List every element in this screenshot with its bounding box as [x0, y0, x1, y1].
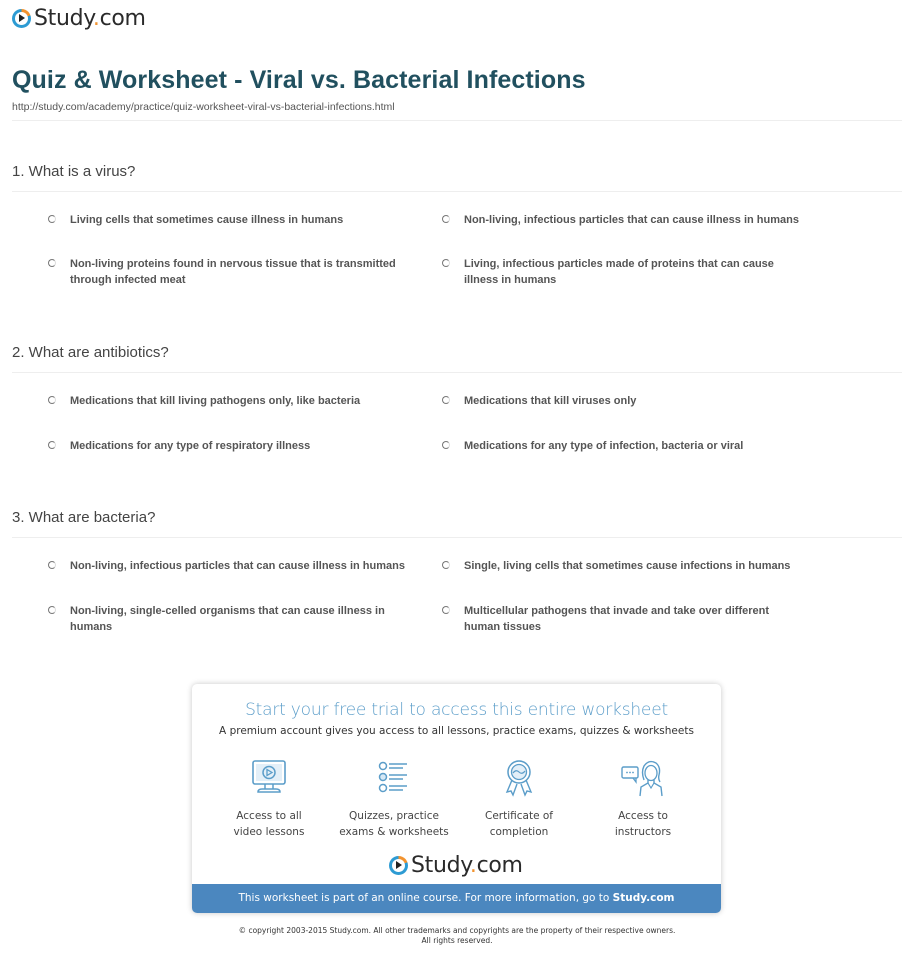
quiz-list-icon: [374, 758, 414, 798]
feature-video-lessons: [207, 758, 331, 840]
video-monitor-icon: [249, 758, 289, 798]
certificate-ribbon-icon: [499, 758, 539, 798]
answer-option[interactable]: [48, 438, 428, 454]
radio-button-icon[interactable]: [48, 259, 56, 267]
feature-label: Quizzes, practice exams & worksheets: [339, 810, 449, 838]
radio-button-icon[interactable]: [48, 606, 56, 614]
free-trial-promo: [192, 684, 721, 913]
promo-title[interactable]: Start your free trial to access this entire worksheet: [245, 700, 668, 720]
feature-label: Access to all video lessons: [233, 810, 305, 838]
answer-option[interactable]: [48, 558, 428, 574]
radio-button-icon[interactable]: [442, 606, 450, 614]
radio-button-icon[interactable]: [442, 561, 450, 569]
answer-text: Medications for any type of respiratory illness: [70, 440, 311, 452]
answer-text: Medications for any type of infection, bacteria or viral: [464, 440, 744, 452]
radio-button-icon[interactable]: [442, 215, 450, 223]
play-logo-icon: [12, 9, 31, 28]
question-title: 3. What are bacteria?: [12, 509, 156, 526]
answer-option[interactable]: [442, 438, 822, 454]
answer-option[interactable]: [442, 212, 822, 228]
radio-button-icon[interactable]: [442, 441, 450, 449]
feature-label: Access to instructors: [614, 810, 672, 838]
answer-text: Non-living proteins found in nervous tissue that is transmitted through infected meat: [70, 258, 396, 286]
radio-button-icon[interactable]: [48, 441, 56, 449]
question-3: [12, 509, 902, 633]
copyright-notice: [0, 926, 914, 946]
play-logo-icon: [389, 856, 408, 875]
answer-text: Living, infectious particles made of proteins that can cause illness in humans: [464, 258, 774, 286]
feature-certificate: [457, 758, 581, 840]
answer-option[interactable]: [442, 603, 822, 635]
answer-text: Living cells that sometimes cause illness in humans: [70, 214, 344, 226]
answer-text: Non-living, infectious particles that can cause illness in humans: [70, 560, 405, 572]
question-divider: [12, 191, 902, 192]
radio-button-icon[interactable]: [48, 215, 56, 223]
answer-option[interactable]: [442, 558, 822, 574]
answer-option[interactable]: [48, 603, 428, 635]
feature-quizzes: [332, 758, 456, 840]
question-title: 2. What are antibiotics?: [12, 344, 169, 361]
study-com-link[interactable]: Study.com: [612, 892, 675, 904]
answer-text: Medications that kill viruses only: [464, 395, 637, 407]
radio-button-icon[interactable]: [48, 561, 56, 569]
answer-option[interactable]: [442, 256, 822, 288]
study-com-logo[interactable]: [12, 6, 146, 31]
answer-option[interactable]: [442, 393, 822, 409]
answer-option[interactable]: [48, 393, 428, 409]
feature-label: Certificate of completion: [485, 810, 553, 838]
answer-text: Non-living, single-celled organisms that can cause illness in humans: [70, 605, 385, 633]
logo-wordmark: Study.com: [34, 6, 146, 31]
page-url: http://study.com/academy/practice/quiz-worksheet-viral-vs-bacterial-infections.html: [12, 101, 395, 113]
question-title: 1. What is a virus?: [12, 163, 136, 180]
promo-footer-bar: [192, 884, 721, 913]
answer-text: Medications that kill living pathogens only, like bacteria: [70, 395, 361, 407]
answer-option[interactable]: [48, 212, 428, 228]
answer-text: Multicellular pathogens that invade and take over different human tissues: [464, 605, 770, 633]
radio-button-icon[interactable]: [442, 396, 450, 404]
logo-wordmark: Study.com: [411, 853, 523, 878]
question-1: [12, 163, 902, 286]
promo-subtitle: A premium account gives you access to all lessons, practice exams, quizzes & worksheets: [219, 725, 694, 737]
answer-text: Single, living cells that sometimes cause infections in humans: [464, 560, 791, 572]
question-divider: [12, 372, 902, 373]
study-com-logo[interactable]: [389, 853, 523, 878]
header-divider: [12, 120, 902, 121]
question-2: [12, 344, 902, 452]
radio-button-icon[interactable]: [48, 396, 56, 404]
page-title: Quiz & Worksheet - Viral vs. Bacterial Infections: [12, 66, 586, 94]
promo-footer-text: This worksheet is part of an online course. For more information, go to: [238, 892, 613, 904]
radio-button-icon[interactable]: [442, 259, 450, 267]
answer-text: Non-living, infectious particles that can cause illness in humans: [464, 214, 799, 226]
question-divider: [12, 537, 902, 538]
answer-option[interactable]: [48, 256, 428, 288]
rights-reserved-line: All rights reserved.: [421, 936, 493, 945]
instructor-chat-icon: [619, 758, 667, 798]
copyright-line: © copyright 2003-2015 Study.com. All other trademarks and copyrights are the property of their respective owners.: [238, 926, 676, 935]
feature-instructors: [581, 758, 705, 840]
